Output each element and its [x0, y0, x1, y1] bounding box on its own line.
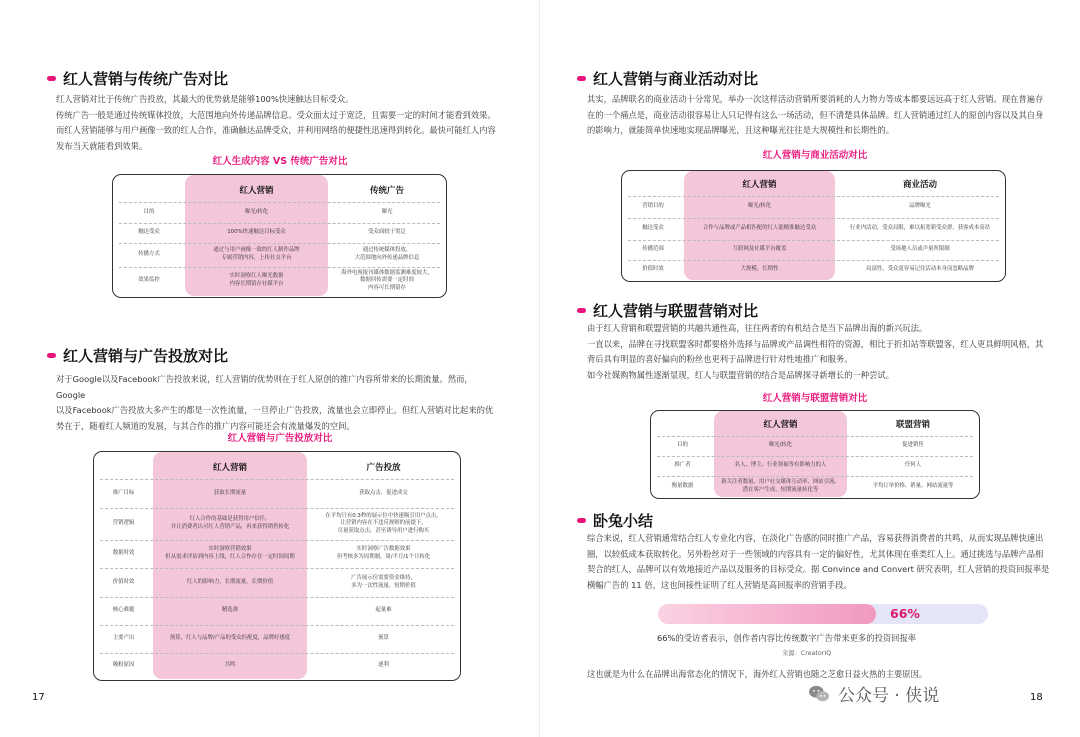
paragraph-traditional-ads: 红人营销对比于传统广告投放，其最大的优势就是能够100%快速触达目标受众。 传统广告一般是通过传统媒体投放，大范围地向外传递品牌信息。受众面太过于宽泛，且需要一定的时间才能看到效果。 而红人营销能够与用户画像一致的红人合作，准确触达品牌受众，并利用网络的便捷性迅速得到转化。最快可能红人内容 发布当天就能看到效果。 — [56, 94, 496, 151]
table-row: 目的 曝光/转化 曝光 — [143, 209, 393, 216]
table-row: 价值时效 大规模，长期性 局部性，受众更容易记住活动本身而忽略品牌 — [642, 266, 974, 273]
table-row: 核心难题 精选准 起量难 — [112, 607, 392, 614]
table-row: 价值时效 红人的影响力，长期流量，长期价值 广告展示位需要资金维持， 多为一次性流量，短期价值 — [112, 574, 416, 589]
right-page — [540, 0, 1080, 737]
page-number: 17 — [32, 692, 45, 703]
paragraph-ad-placement: 对于Google以及Facebook广告投放来说，红人营销的优势则在于红人原创的推广内容所带来的长期流量。然而，Google 以及Facebook广告投放大多产生的都是一次性流量，一旦停止广告投放，流量也会立即停止。但红人营销对比起来的优 势在于，随着红人频道的发展，与其合作的推广内容可能还会有流量爆发的空间。 — [56, 374, 494, 431]
header-influencer: 红人营销 — [239, 186, 274, 196]
page-number: 18 — [1030, 692, 1043, 703]
table-header-row — [94, 456, 460, 478]
header-influencer: 红人营销 — [742, 180, 777, 190]
table-row: 营销逻辑 红人合作的基础是获得用户信任， 并让消费者认可红人营销产品，再来获得销售转化 在平均只有0.3秒的展示位中快速吸引用户点击， 让营销内容在不违反规则的前提下， 尽量获取点击，甚至诱导用户进行购买 — [112, 512, 442, 534]
section-title-traditional-ads: 红人营销与传统广告对比 — [47, 68, 228, 89]
wechat-icon — [808, 684, 830, 704]
title-accent-bar — [47, 353, 56, 358]
table-row: 推广者 名人、博主、行业领袖等有影响力的人 任何人 — [674, 462, 922, 469]
header-influencer: 红人营销 — [763, 420, 798, 430]
closing-sentence: 这也就是为什么在品牌出海常态化的情况下，海外红人营销也随之芝愈日益火热的主要原因。 — [587, 669, 928, 679]
roi-progress-label: 66% — [890, 606, 920, 621]
paragraph-summary: 综合来说，红人营销通常结合红人专业化内容，在淡化广告感的同时推广产品，容易获得消费者的共鸣，从而实现品牌快速出 圈，以较低成本获取转化。另外粉丝对于一些领域的内容具有一定的偏好性，尤其体现在垂类红人上。通过挑选与品牌产品相 契合的红人，品牌可以有效地接近产品以及服务的目标受众。据 Convince and Convert 研究表明，红人营销的投资回报率是 横幅广告的 11 倍，这也间接性证明了红人营销是高回报率的营销手段。 — [587, 533, 1050, 590]
title-accent-bar — [47, 76, 56, 81]
roi-progress-bar — [658, 604, 988, 624]
roi-progress-note: 66%的受访者表示，创作者内容比传统数字广告带来更多的投资回报率 — [657, 633, 917, 643]
table-header-row — [113, 179, 446, 201]
table-row: 触达受众 100%快速触达目标受众 受众面较于宽泛 — [138, 229, 406, 236]
table-caption: 红人营销与广告投放对比 — [227, 433, 333, 444]
paragraph-business-events: 其实，品牌联名的商业活动十分常见，举办一次这样活动营销所要消耗的人力物力等成本都要远远高于红人营销。现在普遍存 在的一个痛点是，商业活动很容易让人只记得有这么一场活动，但不清楚具体品牌。红人营销通过红人的原创内容以及其自身 的影响力，就能简单快速地实现品牌曝光，且这种曝光往往是大规模性和长期性的。 — [587, 94, 1044, 136]
table-row: 触达受众 合作与品牌或产品相匹配的红人能精准触达受众 行业内活动，受众局限，难以拓宽新受众群，获客成本高昂 — [642, 225, 991, 232]
header-other: 传统广告 — [369, 186, 404, 196]
comparison-table-ad-placement — [93, 451, 461, 681]
table-caption: 红人营销与商业活动对比 — [762, 150, 868, 161]
title-accent-bar — [577, 76, 586, 81]
roi-progress-fill — [658, 604, 876, 624]
section-title-affiliate: 红人营销与联盟营销对比 — [577, 300, 758, 321]
comparison-table-business-events — [621, 170, 1006, 282]
title-accent-bar — [577, 518, 586, 523]
table-row: 推广目标 获取长期流量 获取点击、促进成交 — [112, 490, 408, 497]
header-other: 广告投放 — [366, 463, 401, 473]
wechat-watermark: 公众号 · 侠说 — [808, 681, 939, 706]
header-influencer: 红人营销 — [212, 463, 247, 473]
title-accent-bar — [577, 308, 586, 313]
table-row: 目的 曝光/转化 促进销售 — [677, 442, 924, 449]
header-other: 联盟营销 — [895, 420, 930, 430]
table-row: 效果监控 实时洞察红人曝光数据 内容长期留存社媒平台 海外电视报刊媒体数据监测难度较大， 数据回传需要一定时间 内容可长期留存 — [138, 269, 433, 291]
section-title-summary: 卧兔小结 — [577, 510, 653, 531]
table-header-row — [651, 413, 979, 435]
section-title-ad-placement: 红人营销与广告投放对比 — [47, 345, 228, 366]
table-row: 主要产出 预算，红人与品牌/产品的受众匹配度，品牌好感度 预算 — [112, 635, 389, 642]
roi-progress-source: 来源：CreatorIQ — [782, 650, 832, 657]
comparison-table-traditional-ads — [112, 174, 447, 298]
paragraph-affiliate: 由于红人营销和联盟营销的共融共通性高，往往两者的有机结合是当下品牌出海的新兴玩法。 一直以来，品牌在寻找联盟客时都要格外选择与品牌或产品调性相符的资源，相比于折扣站等联盟客，红人更具鲜明风格，其 背后具有明显的喜好偏向的粉丝也更利于品牌进行针对性地推广和服务。 如今社媒购物属性逐渐显现，红人与联盟营销的结合是品牌探寻新增长的一种尝试。 — [587, 323, 1044, 380]
header-other: 商业活动 — [902, 180, 937, 190]
comparison-table-affiliate — [650, 410, 980, 499]
table-row: 吸粉原因 共鸣 逐利 — [112, 662, 389, 669]
table-row: 衡量数据 新关注者数量、用户社交媒体互动率、网站引流、 潜在客户生成、短期流量转化等 平均订单价格、销量、网站流量等 — [671, 479, 954, 493]
table-caption: 红人生成内容 VS 传统广告对比 — [212, 156, 348, 167]
table-row: 数据时效 实时洞察营销效果 但从需求评估到内容上线，红人合作存在一定时间周期 实时洞察广告数据效果 但考核多为周期制，周/半月/1个月转化 — [112, 546, 431, 560]
table-header-row — [622, 173, 1005, 195]
section-title-business-events: 红人营销与商业活动对比 — [577, 68, 758, 89]
table-row: 传播范围 互联网及社媒平台覆盖 受场地人员或声量所限制 — [642, 246, 950, 253]
table-row: 营销目的 曝光/转化 品牌曝光 — [642, 203, 931, 210]
table-row: 传播方式 通过与用户画像一致的红人制作品牌 专属营销内容，上传社交平台 通过传统媒体投放， 大范围地向外传递品牌信息 — [138, 247, 420, 261]
table-caption: 红人营销与联盟营销对比 — [762, 393, 868, 404]
